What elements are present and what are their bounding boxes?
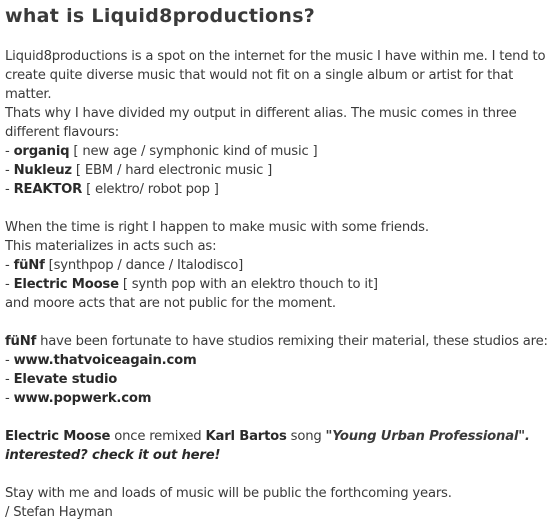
act-desc: [ synth pop with an elektro thouch to it]	[118, 277, 378, 292]
flavour-item	[5, 142, 557, 161]
spacer	[5, 199, 557, 218]
studio-name: Elevate studio	[13, 372, 118, 387]
moose-line	[5, 427, 557, 446]
flavour-desc: [ EBM / hard electronic music ]	[71, 163, 273, 178]
check-it-out-link[interactable]	[5, 448, 220, 463]
studio-link[interactable]	[14, 353, 197, 368]
remix-text: have been fortunate to have studios remixing their material, these studios are:	[36, 334, 548, 349]
list-dash: -	[5, 353, 14, 368]
article	[5, 4, 557, 522]
moose-text: once remixed	[110, 429, 206, 444]
studio-name[interactable]: www.thatvoiceagain.com	[13, 353, 197, 368]
friends-line: When the time is right I happen to make music with some friends.	[5, 220, 429, 235]
artist-name: Karl Bartos	[205, 429, 287, 444]
list-dash: -	[5, 163, 14, 178]
list-dash: -	[5, 258, 14, 273]
flavour-item	[5, 180, 557, 199]
flavours-list	[5, 142, 557, 199]
outro-line: Stay with me and loads of music will be public the forthcoming years.	[5, 486, 452, 501]
flavour-item	[5, 161, 557, 180]
link-line	[5, 446, 557, 465]
song-title: "Young Urban Professional".	[325, 429, 530, 444]
studio-item	[5, 351, 557, 370]
act-item	[5, 275, 557, 294]
act-item	[5, 256, 557, 275]
studio-link[interactable]	[14, 391, 152, 406]
remix-paragraph	[5, 332, 557, 408]
moose-paragraph	[5, 427, 557, 465]
spacer	[5, 465, 557, 484]
act-name: füNf	[13, 258, 45, 273]
moose-text: song	[286, 429, 326, 444]
list-dash: -	[5, 372, 14, 387]
page-title: what is Liquid8productions?	[5, 5, 316, 27]
studio-item	[5, 389, 557, 408]
flavour-name: organiq	[13, 144, 70, 159]
friends-line: This materializes in acts such as:	[5, 239, 217, 254]
list-dash: -	[5, 277, 14, 292]
spacer	[5, 408, 557, 427]
intro-line: different flavours:	[5, 125, 119, 140]
flavour-desc: [ new age / symphonic kind of music ]	[69, 144, 318, 159]
list-dash: -	[5, 182, 14, 197]
spacer	[5, 313, 557, 332]
list-dash: -	[5, 391, 14, 406]
acts-outro: and moore acts that are not public for the moment.	[5, 296, 336, 311]
intro-paragraph	[5, 47, 557, 142]
remix-line	[5, 332, 557, 351]
flavour-name: Nukleuz	[13, 163, 72, 178]
studio-name[interactable]: www.popwerk.com	[13, 391, 152, 406]
signature: / Stefan Hayman	[5, 505, 113, 520]
check-it-out-text[interactable]: interested? check it out here!	[5, 448, 221, 463]
friends-paragraph	[5, 218, 557, 313]
studio-item	[5, 370, 557, 389]
flavour-desc: [ elektro/ robot pop ]	[82, 182, 219, 197]
flavour-name: REAKTOR	[13, 182, 83, 197]
band-name: füNf	[5, 334, 37, 349]
intro-line: Liquid8productions is a spot on the internet for the music I have within me. I tend to	[5, 49, 546, 64]
intro-line: Thats why I have divided my output in different alias. The music comes in three	[5, 106, 517, 121]
act-desc: [synthpop / dance / Italodisco]	[44, 258, 244, 273]
act-name: Electric Moose	[5, 429, 111, 444]
list-dash: -	[5, 144, 14, 159]
intro-line: create quite diverse music that would not fit on a single album or artist for that matter.	[5, 68, 514, 102]
outro-paragraph	[5, 484, 557, 522]
act-name: Electric Moose	[13, 277, 119, 292]
